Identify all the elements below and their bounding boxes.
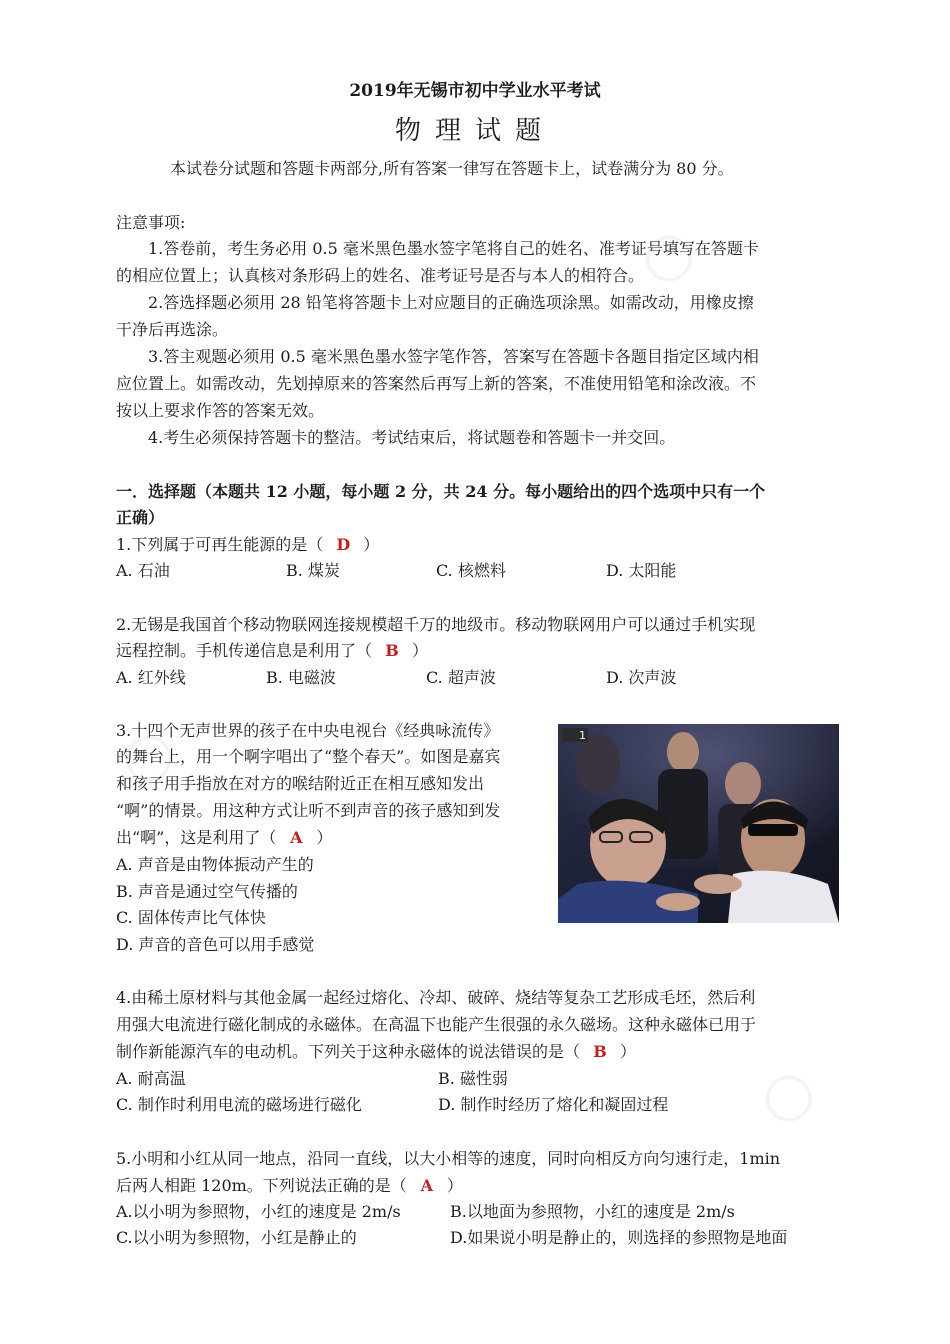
answer-mark: B	[593, 1042, 607, 1061]
question-3-stem-cont: “啊”的情景。用这种方式让听不到声音的孩子感知到发	[116, 801, 501, 820]
notice-line: 按以上要求作答的答案无效。	[116, 401, 325, 420]
watermark-shape	[745, 1051, 828, 1138]
option-b: B. 声音是通过空气传播的	[116, 882, 298, 901]
notice-heading: 注意事项:	[116, 213, 186, 232]
section-heading-cont: 正确）	[116, 508, 165, 527]
question-3-stem-cont: 的舞台上，用一个啊字唱出了“整个春天”。如图是嘉宾	[116, 747, 501, 766]
photo-illustration	[558, 724, 839, 923]
answer-mark: B	[385, 641, 399, 660]
notice-line: 的相应位置上；认真核对条形码上的姓名、准考证号是否与本人的相符合。	[116, 266, 645, 285]
notice-line: 1.答卷前，考生务必用 0.5 毫米黑色墨水签字笔将自己的姓名、准考证号填写在答题卡	[148, 239, 759, 258]
answer-mark: A	[290, 828, 303, 847]
answer-mark: D	[336, 535, 351, 554]
notice-line: 2.答选择题必须用 28 铅笔将答题卡上对应题目的正确选项涂黑。如需改动，用橡皮擦	[148, 293, 754, 312]
option-d: D. 太阳能	[606, 561, 677, 580]
option-b: B.以地面为参照物，小红的速度是 2m/s	[450, 1202, 735, 1221]
question-3-photo	[558, 724, 839, 923]
option-d: D.如果说小明是静止的，则选择的参照物是地面	[450, 1228, 788, 1247]
exam-title: 2019年无锡市初中学业水平考试	[349, 81, 601, 101]
option-c: C. 制作时利用电流的磁场进行磁化	[116, 1095, 362, 1114]
option-a: A. 石油	[116, 561, 170, 580]
subject-title: 物理试题	[394, 116, 555, 146]
option-c: C.以小明为参照物，小红是静止的	[116, 1228, 357, 1247]
option-d: D. 声音的音色可以用手感觉	[116, 935, 315, 954]
option-a: A. 红外线	[116, 668, 186, 687]
question-5-stem: 5.小明和小红从同一地点，沿同一直线，以大小相等的速度，同时向相反方向匀速行走，1min	[116, 1149, 781, 1168]
question-3-stem: 3.十四个无声世界的孩子在中央电视台《经典咏流传》	[116, 721, 500, 740]
question-4-stem-cont: 用强大电流进行磁化制成的永磁体。在高温下也能产生很强的永久磁场。这种永磁体已用于	[116, 1015, 757, 1034]
section-heading: 一．选择题（本题共 12 小题，每小题 2 分，共 24 分。每小题给出的四个选项中只有一个	[116, 482, 766, 501]
option-a: A. 声音是由物体振动产生的	[116, 855, 314, 874]
question-2-stem-cont: 远程控制。手机传递信息是利用了（ B ）	[116, 641, 429, 660]
option-b: B. 煤炭	[286, 561, 340, 580]
option-b: B. 磁性弱	[438, 1069, 508, 1088]
notice-line: 3.答主观题必须用 0.5 毫米黑色墨水签字笔作答，答案写在答题卡各题目指定区域内相	[148, 347, 759, 366]
notice-line: 干净后再选涂。	[116, 320, 229, 339]
notice-line: 4.考生必须保持答题卡的整洁。考试结束后，将试题卷和答题卡一并交回。	[148, 428, 676, 447]
option-a: A. 耐高温	[116, 1069, 186, 1088]
notice-line: 应位置上。如需改动，先划掉原来的答案然后再写上新的答案，不准使用铅笔和涂改液。不	[116, 374, 757, 393]
question-3-stem-cont: 和孩子用手指放在对方的喉结附近正在相互感知发出	[116, 774, 485, 793]
option-d: D. 制作时经历了熔化和凝固过程	[438, 1095, 669, 1114]
question-4-stem: 4.由稀土原材料与其他金属一起经过熔化、冷却、破碎、烧结等复杂工艺形成毛坯，然后利	[116, 988, 756, 1007]
exam-intro: 本试卷分试题和答题卡两部分,所有答案一律写在答题卡上，试卷满分为 80 分。	[170, 159, 734, 178]
answer-mark: A	[420, 1176, 434, 1195]
question-3-stem-cont: 出“啊”，这是利用了（ A ）	[116, 828, 333, 847]
option-c: C. 固体传声比气体快	[116, 908, 266, 927]
question-5-stem-cont: 后两人相距 120m。下列说法正确的是（ A ）	[116, 1176, 463, 1195]
option-a: A.以小明为参照物，小红的速度是 2m/s	[116, 1202, 401, 1221]
option-c: C. 核燃料	[436, 561, 506, 580]
option-b: B. 电磁波	[266, 668, 336, 687]
option-d: D. 次声波	[606, 668, 677, 687]
question-2-stem: 2.无锡是我国首个移动物联网连接规模超千万的地级市。移动物联网用户可以通过手机实现	[116, 615, 756, 634]
tv-logo-text: 1	[579, 729, 586, 742]
question-1-stem: 1.下列属于可再生能源的是（ D ）	[116, 535, 380, 554]
option-c: C. 超声波	[426, 668, 496, 687]
question-4-stem-cont: 制作新能源汽车的电动机。下列关于这种永磁体的说法错误的是（ B ）	[116, 1042, 637, 1061]
